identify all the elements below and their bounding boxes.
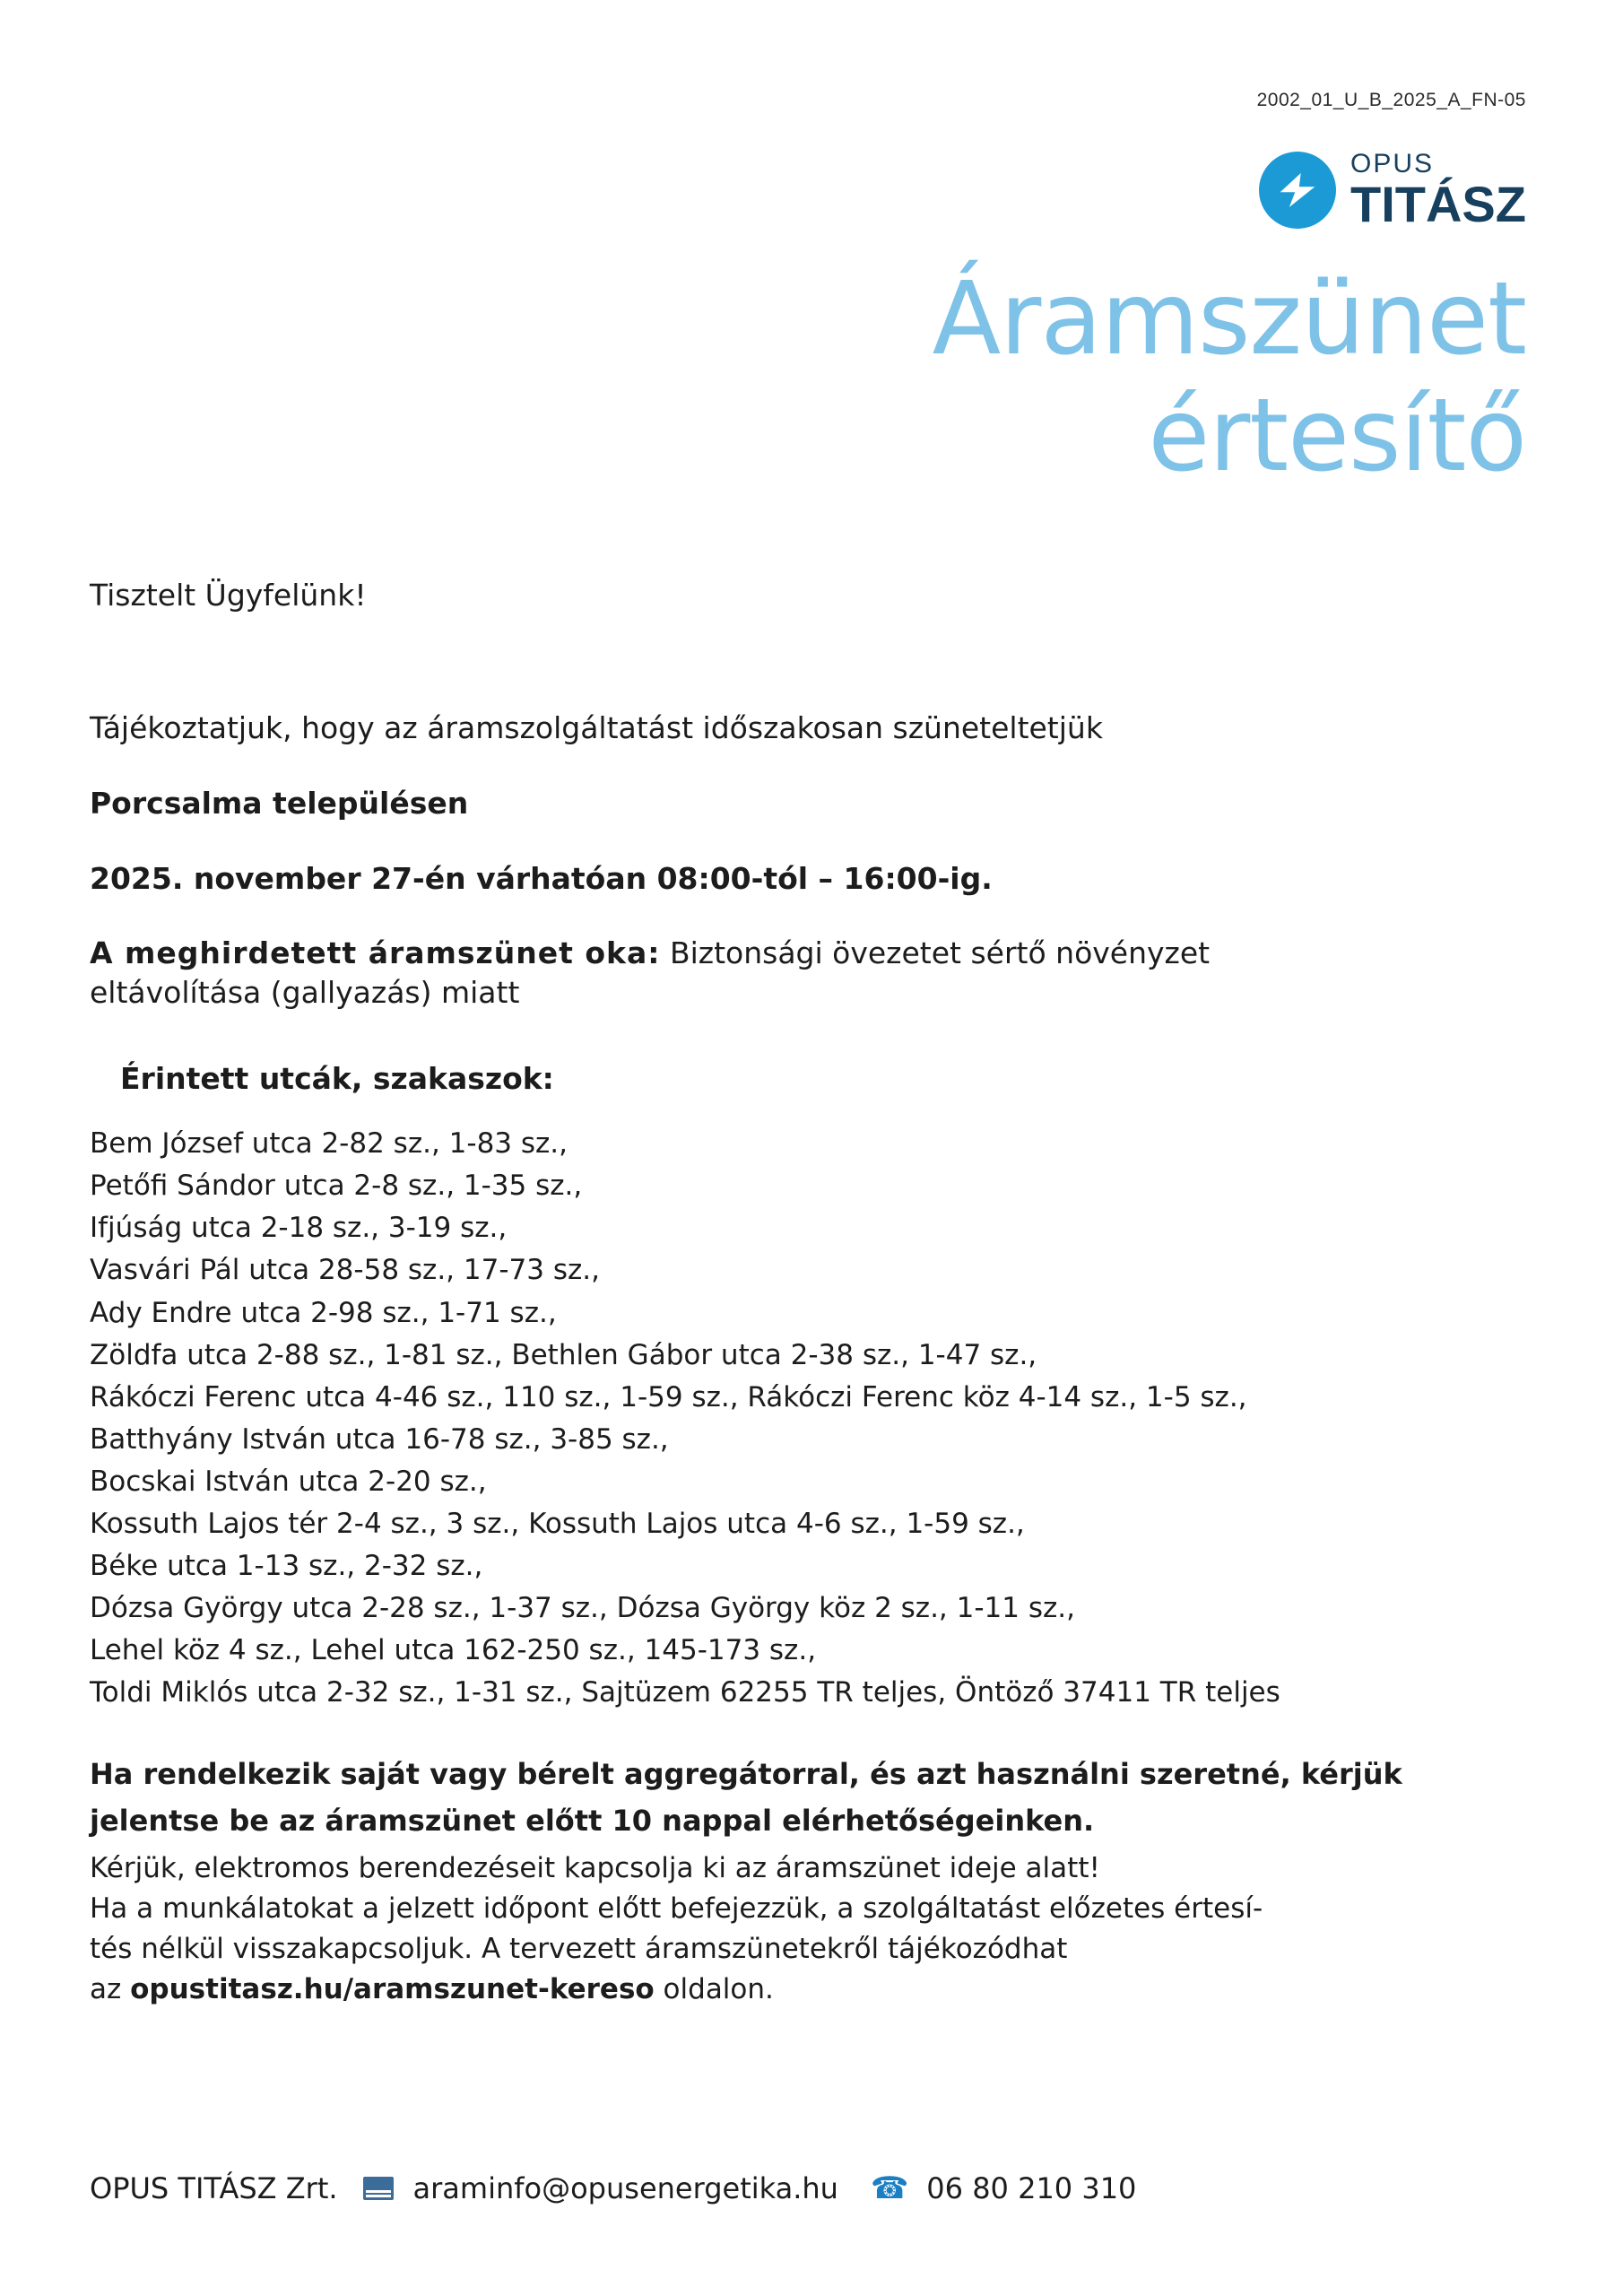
settlement-line: Porcsalma településen: [90, 785, 469, 821]
list-item: Petőfi Sándor utca 2-8 sz., 1-35 sz.,: [90, 1170, 583, 1203]
page-title-line1: Áramszünet: [932, 261, 1526, 378]
list-item: Bocskai István utca 2-20 sz.,: [90, 1465, 487, 1498]
outage-reason-label: A meghirdetett áramszünet oka:: [90, 935, 661, 971]
mail-icon: [363, 2177, 394, 2200]
website-notice: [90, 1970, 1538, 2010]
document-code: 2002_01_U_B_2025_A_FN-05: [1256, 90, 1526, 110]
appliance-notice: Kérjük, elektromos berendezéseit kapcsolja ki az áramszünet ideje alatt!: [90, 1852, 1100, 1885]
list-item: Zöldfa utca 2-88 sz., 1-81 sz., Bethlen Gábor utca 2-38 sz., 1-47 sz.,: [90, 1338, 1037, 1371]
footer-contact: [90, 2170, 1136, 2206]
affected-streets-list: [90, 1123, 1538, 1715]
list-item: Dózsa György utca 2-28 sz., 1-37 sz., Dózsa György köz 2 sz., 1-11 sz.,: [90, 1592, 1075, 1625]
outage-datetime: 2025. november 27-én várhatóan 08:00-tól – 16:00-ig.: [90, 860, 993, 896]
list-item: Bem József utca 2-82 sz., 1-83 sz.,: [90, 1127, 568, 1161]
website-notice-prefix: az: [90, 1973, 131, 2005]
list-item: Lehel köz 4 sz., Lehel utca 162-250 sz., 145-173 sz.,: [90, 1634, 817, 1667]
outage-reason-text: Biztonsági övezetet sértő növényzet: [669, 935, 1211, 971]
logo-bottom-text: TITÁSZ: [1350, 176, 1526, 232]
outage-reason: [90, 932, 1538, 975]
list-item: Vasvári Pál utca 28-58 sz., 17-73 sz.,: [90, 1254, 600, 1287]
contact-phone: 06 80 210 310: [926, 2171, 1137, 2205]
list-item: Ifjúság utca 2-18 sz., 3-19 sz.,: [90, 1212, 508, 1245]
document-content: [90, 574, 1538, 2010]
reconnect-notice-line2: tés nélkül visszakapcsoljuk. A tervezett áramszünetekről tájékozódhat: [90, 1933, 1068, 1966]
streets-heading: Érintett utcák, szakaszok:: [120, 1061, 554, 1097]
opus-titasz-logo: [1259, 151, 1526, 230]
company-name: OPUS TITÁSZ Zrt.: [90, 2171, 338, 2205]
intro-paragraph: Tájékoztatjuk, hogy az áramszolgáltatást időszakosan szüneteltetjük: [90, 709, 1103, 745]
page-title-line2: értesítő: [1148, 378, 1526, 494]
contact-email[interactable]: araminfo@opusenergetika.hu: [412, 2171, 838, 2205]
list-item: Ady Endre utca 2-98 sz., 1-71 sz.,: [90, 1296, 557, 1329]
list-item: Rákóczi Ferenc utca 4-46 sz., 110 sz., 1-59 sz., Rákóczi Ferenc köz 4-14 sz., 1-5 sz.,: [90, 1380, 1247, 1413]
aggregator-notice-line2: jelentse be az áramszünet előtt 10 nappal elérhetőségeinken.: [90, 1804, 1095, 1839]
greeting: Tisztelt Ügyfelünk!: [90, 578, 367, 613]
list-item: Kossuth Lajos tér 2-4 sz., 3 sz., Kossuth Lajos utca 4-6 sz., 1-59 sz.,: [90, 1508, 1025, 1541]
lightning-bolt-icon: [1259, 152, 1336, 229]
list-item: Toldi Miklós utca 2-32 sz., 1-31 sz., Sajtüzem 62255 TR teljes, Öntöző 37411 TR teljes: [90, 1676, 1280, 1709]
logo-wordmark: [1350, 151, 1526, 230]
aggregator-notice-line1: Ha rendelkezik saját vagy bérelt aggregátorral, és azt használni szeretné, kérjük: [90, 1756, 1402, 1791]
website-link[interactable]: opustitasz.hu/aramszunet-kereso: [130, 1973, 655, 2005]
website-notice-suffix: oldalon.: [654, 1973, 774, 2005]
outage-reason-text-cont: eltávolítása (gallyazás) miatt: [90, 975, 520, 1011]
list-item: Béke utca 1-13 sz., 2-32 sz.,: [90, 1550, 483, 1583]
list-item: Batthyány István utca 16-78 sz., 3-85 sz.,: [90, 1422, 669, 1456]
phone-icon: ☎: [870, 2170, 909, 2206]
logo-top-text: OPUS: [1350, 149, 1435, 178]
reconnect-notice-line1: Ha a munkálatokat a jelzett időpont előtt befejezzük, a szolgáltatást előzetes értesí-: [90, 1892, 1263, 1926]
